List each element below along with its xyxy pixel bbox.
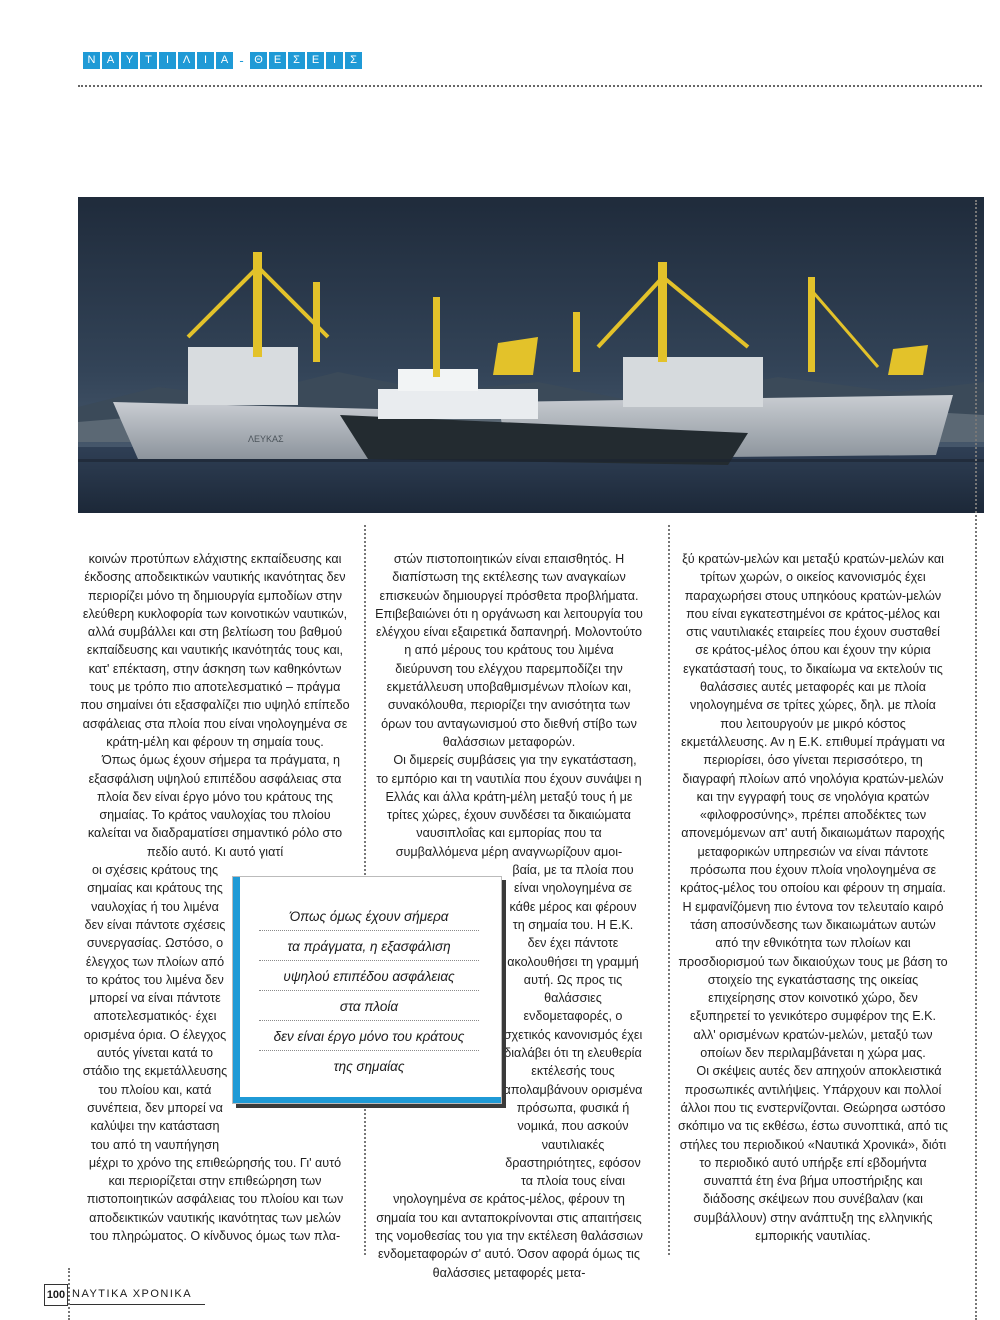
header-letter: Ι <box>197 52 214 69</box>
ships-photo <box>78 197 984 513</box>
pull-quote-line: της σημαίας <box>333 1058 405 1074</box>
header-divider <box>78 85 982 87</box>
ship-name-text: ΛΕΥΚΑΣ <box>248 434 284 444</box>
header-letter: Ι <box>159 52 176 69</box>
text-column-3 <box>678 550 948 1245</box>
header-letter: Τ <box>140 52 157 69</box>
paragraph: Οι διμερείς συμβάσεις για την εγκατάσταση, το εμπόριο και τη ναυτιλία που έχουν συνάψει η Ελλάς και άλλα κράτη-μέλη μεταξύ τους ή με τρίτες χώρες, έχουν συνδέσει τα δικαιώματα ναυσιπλοΐας και εμπορίας που τα συμβαλλόμενα μέρη αναγνωρίζουν αμοι- <box>376 753 642 859</box>
paragraph: μέχρι το χρόνο της επιθεώρησής του. Γι' αυτό και περιορίζεται στην επιθεώρηση των πιστοποιητικών ασφάλειας του πλοίου και των αποδεικτικών ναυτικής ικανότητας των μελών του πληρώματος. Ο κίνδυνος όμως των πλα- <box>86 1155 344 1243</box>
page-edge-divider <box>975 200 977 1320</box>
header-letter: Α <box>102 52 119 69</box>
footer-rule <box>70 1304 205 1305</box>
header-letter: Σ <box>288 52 305 69</box>
pull-quote-line: τα πράγματα, η εξασφάλιση <box>259 931 479 961</box>
header-letter: Σ <box>345 52 362 69</box>
header-separator: - <box>239 52 244 68</box>
journal-title: ΝΑΥΤΙΚΑ ΧΡΟΝΙΚΑ <box>72 1288 193 1300</box>
header-letter: Ε <box>269 52 286 69</box>
ships-illustration <box>78 197 984 513</box>
footer-divider <box>68 1268 70 1320</box>
header-letter: Λ <box>178 52 195 69</box>
paragraph: βαία, με τα πλοία που είναι νηολογημένα σε κάθε μέρος και φέρουν τη σημαία του. Η Ε.Κ. δεν έχει πάντοτε ακολουθήσει τη γραμμή αυτή. Ως προς τις θαλάσσιες ενδομεταφορές, ο σχετικός κανονισμός έχει διαλάβει ότι τη ελευθερία εκτέλεσής τους απολαμβάνουν ορισμένα πρόσωπα, φυσικά ή νομικά, που ασκούν ναυτιλιακές δραστηριότητες, εφόσον τα πλοία τους είναι <box>503 863 643 1189</box>
pull-quote <box>232 876 502 1104</box>
pull-quote-line: στα πλοία <box>259 991 479 1021</box>
page-number: 100 <box>44 1284 68 1306</box>
header-letter: Α <box>216 52 233 69</box>
column-divider <box>668 525 670 1255</box>
paragraph: ξύ κρατών-μελών και μεταξύ κρατών-μελών και τρίτων χωρών, ο οικείος κανονισμός έχει παραχωρήσει στους υπηκόους κρατών-μελών που είναι εγκατεστημένοι σε κράτος-μέλος και στις ναυτιλιακές εταιρείες που έχουν συσταθεί σε κράτος-μέλος όπου και έχουν την κύρια εγκατάστασή τους, το δικαίωμα να εκτελούν τις θαλάσσιες αυτές μεταφορές και με πλοία νηολογημένα σε τρίτες χώρες, δηλ. με πλοία που λειτουργούν με μικρό κόστος εκμετάλλευσης. Αν η Ε.Κ. επιθυμεί πράγματι να περιορίσει, όσο γίνεται περισσότερο, τη διαγραφή πλοίων από νηολόγια κρατών-μελών και την εγγραφή τους σε νηολόγια κρατών «φιλοφροσύνης», πρέπει αποδέκτες των απονεμόμενων απ' αυτή δικαιωμάτων παροχής μεταφορικών υπηρεσιών να είναι πάντοτε πρόσωπα που έχουν πλοία νηολογημένα σε κράτος-μέλος του οποίου και φέρουν τη σημαία. Η εμφανίζόμενη πιο έντονα τον τελευταίο καιρό τάση αποσύνδεσης των δικαιωμάτων αυτών από την εθνικότητα των πλοίων και προσδιορισμού των δικαιούχων τους με βάση το στοιχείο της εγκατάστασης της οικείας επιχείρησης στον κοινοτικό χώρο, δεν εξυπηρετεί το γενικότερο συμφέρον της Ε.Κ. αλλ' ορισμένων κρατών-μελών, μεταξύ των οποίων δεν περιλαμβάνεται η χώρα μας. <box>678 552 948 1061</box>
paragraph: Οι σκέψεις αυτές δεν απηχούν αποκλειστικά προσωπικές αντιλήψεις. Υπάρχουν και πολλοί άλλοι που τις ενστερνίζονται. Θεώρησα ωστόσο σκόπιμο να τις εκθέσω, έστω συνοπτικά, από τις στήλες του περιοδικού «Ναυτικά Χρονικά», διότι το περιοδικό αυτό υπήρξε επί εβδομήντα συναπτά έτη ένα βήμα υποστήριξης και διάδοσης σκέψεων που συνέβαλαν (και συμβάλλουν) στην ανάπτυξη της ελληνικής εμπορικής ναυτιλίας. <box>678 1064 948 1243</box>
paragraph: κοινών προτύπων ελάχιστης εκπαίδευσης και έκδοσης αποδεικτικών ναυτικής ικανότητας δεν περιορίζει μόνο τη δημιουργία εμποδίων στην ελεύθερη κυκλοφορία των κοινοτικών ναυτικών, αλλά συμβάλλει και στη βελτίωση του βαθμού εκπαίδευσης και ναυτικής ικανότητάς τους και, κατ' επέκταση, στην άσκηση των καθηκόντων τους με τρόπο πιο αποτελεσματικό – πράγμα που σημαίνει ότι εξασφαλίζει πιο υψηλό επίπεδο ασφάλειας στα πλοία που είναι νηολογημένα σε κράτη-μέλη και φέρουν τη σημαία τους. <box>80 552 350 749</box>
pull-quote-line: υψηλού επιπέδου ασφάλειας <box>259 961 479 991</box>
pull-quote-line: Όπως όμως έχουν σήμερα <box>259 901 479 931</box>
header-letter: Ι <box>326 52 343 69</box>
header-letter: Ε <box>307 52 324 69</box>
paragraph: νηολογημένα σε κράτος-μέλος, φέρουν τη σημαία του και ανταποκρίνονται στις απαιτήσεις της νομοθεσίας του για την εκτέλεση θαλάσσιων ενδομεταφορών σ' αυτό. Όσον αφορά όμως τις θαλάσσιες μεταφορές μετα- <box>375 1192 643 1280</box>
paragraph: Όπως όμως έχουν σήμερα τα πράγματα, η εξασφάλιση υψηλού επιπέδου ασφάλειας στα πλοία δεν είναι έργο μόνο του κράτους της σημαίας. Το κράτος ναυλοχίας του πλοίου καλείται να διαδραματίσει σημαντικό ρόλο στο πεδίο αυτό. Κι αυτό γιατί <box>87 753 343 859</box>
header-letter: Υ <box>121 52 138 69</box>
header-letter: Ν <box>83 52 100 69</box>
paragraph: οι σχέσεις κράτους της σημαίας και κράτους της ναυλοχίας ή του λιμένα δεν είναι πάντοτε σχέσεις συνεργασίας. Ωστόσο, ο έλεγχος των πλοίων από το κράτος του λιμένα δεν μπορεί να είναι πάντοτε αποτελεσματικός· έχει ορισμένα όρια. Ο έλεγχος αυτός γίνεται κατά το στάδιο της εκμετάλλευσης του πλοίου και, κατά συνέπεια, δεν μπορεί να καλύψει την κατάσταση του από τη ναυπήγηση <box>82 863 228 1152</box>
header-letter: Θ <box>250 52 267 69</box>
paragraph: στών πιστοποιητικών είναι επαισθητός. Η διαπίστωση της εκτέλεσης των αναγκαίων επισκευών δημιουργεί πρόσθετα προβλήματα. Επιβεβαιώνει ότι η οργάνωση και λειτουργία του ελέγχου είναι εξαιρετικά δαπανηρή. Μολοντούτο η από μέρους του κράτους του λιμένα διεύρυνση του ελέγχου παρεμποδίζει την εκμετάλλευση υποβαθμισμένων πλοίων και, συνακόλουθα, περιορίζει την ανισότητα των όρων του ανταγωνισμού στο διεθνή στίβο των θαλάσσιων μεταφορών. <box>375 552 643 749</box>
pull-quote-line: δεν είναι έργο μόνο του κράτους <box>259 1021 479 1051</box>
section-header <box>83 50 364 70</box>
